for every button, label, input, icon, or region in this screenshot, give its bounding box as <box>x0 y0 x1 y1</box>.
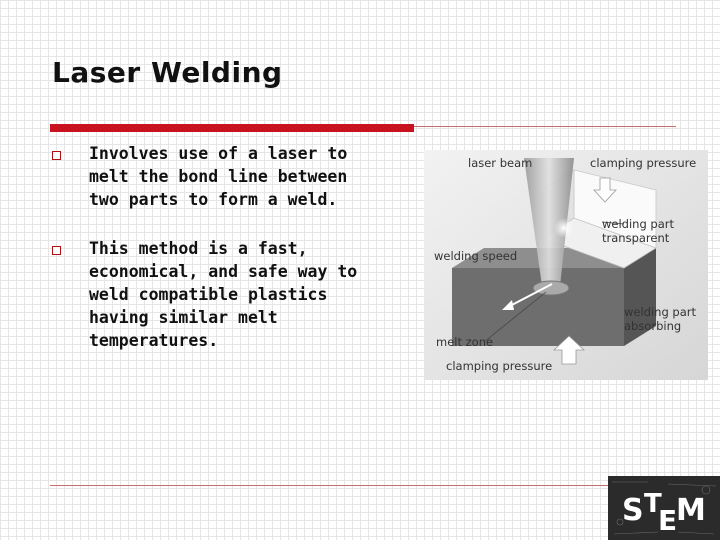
square-bullet-icon <box>52 151 61 160</box>
square-bullet-icon <box>52 246 61 255</box>
stem-logo <box>608 476 720 540</box>
logo-letter-s: S <box>622 493 644 528</box>
label-welding-speed: welding speed <box>434 249 518 263</box>
label-welding-part-absorbing-2: absorbing <box>624 319 682 333</box>
label-clamping-pressure-top: clamping pressure <box>590 156 697 170</box>
laser-glint <box>554 218 574 238</box>
label-welding-part-absorbing-1: welding part <box>624 305 696 319</box>
bullet-text: This method is a fast, economical, and safe way to weld compatible plastics having similar melt temperatures. <box>89 239 358 350</box>
title-underline-accent <box>50 124 414 132</box>
label-welding-part-transparent-1: welding part <box>602 217 674 231</box>
label-melt-zone: melt zone <box>436 335 494 349</box>
logo-letter-t: T <box>644 489 662 519</box>
bullet-text: Involves use of a laser to melt the bond line between two parts to form a weld. <box>89 144 348 209</box>
logo-letter-e: E <box>658 504 678 537</box>
bullet-item <box>52 237 382 352</box>
bullet-list <box>52 142 382 378</box>
label-clamping-pressure-bottom: clamping pressure <box>446 359 553 373</box>
title-underline-thin <box>414 126 676 127</box>
bullet-item <box>52 142 382 211</box>
slide-title: Laser Welding <box>52 56 283 89</box>
laser-welding-diagram <box>424 150 708 380</box>
logo-letter-m: M <box>676 493 706 528</box>
label-laser-beam: laser beam <box>468 156 533 170</box>
label-welding-part-transparent-2: transparent <box>602 231 670 245</box>
melt-zone-spot <box>533 281 569 295</box>
footer-rule <box>50 485 610 486</box>
